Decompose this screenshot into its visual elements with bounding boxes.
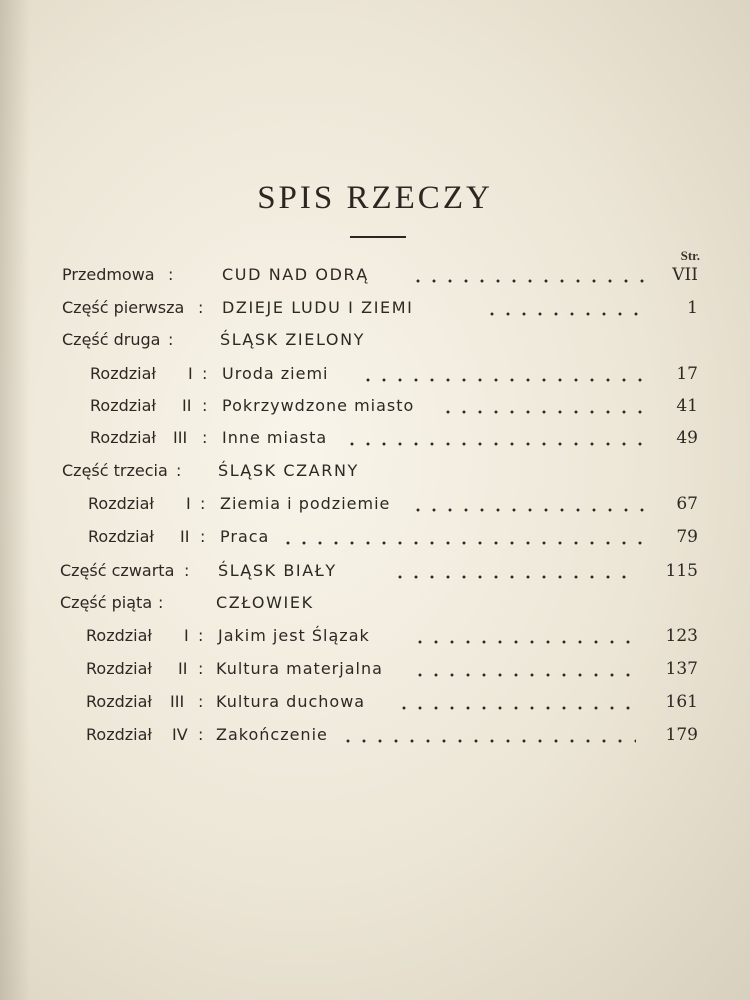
toc-leader-dots [412,673,636,677]
toc-entry-chapter[interactable] [0,396,750,426]
toc-colon: : [168,330,174,349]
toc-chapter-label: Rozdział [90,428,156,447]
toc-title: Kultura materjalna [216,659,383,678]
toc-title: Praca [220,527,270,546]
toc-leader-dots [360,378,648,382]
toc-colon: : [202,396,208,415]
toc-title: Zakończenie [216,725,328,744]
toc-page-number: 79 [676,527,698,547]
toc-leader-dots [410,279,646,283]
toc-leader-dots [484,312,646,316]
toc-chapter-label: Rozdział [88,494,154,513]
toc-colon: : [158,593,164,612]
toc-colon: : [168,265,174,284]
toc-leader-dots [392,575,630,579]
toc-part-label: Część piąta [60,593,153,612]
toc-page-number: 137 [665,659,698,679]
toc-colon: : [198,298,204,317]
toc-colon: : [200,494,206,513]
toc-entry-czesc-pierwsza[interactable] [0,298,750,328]
toc-title: CZŁOWIEK [216,593,314,612]
toc-title: Jakim jest Ślązak [218,626,370,645]
toc-page-number: 161 [665,692,698,712]
toc-leader-dots [412,640,636,644]
page-title: SPIS RZECZY [257,180,493,216]
toc-chapter-label: Rozdział [86,626,152,645]
toc-chapter-numeral: II [180,527,190,546]
toc-entry-przedmowa[interactable] [0,265,750,295]
toc-entry-czesc-druga[interactable] [0,330,750,360]
toc-leader-dots [440,410,648,414]
toc-page-number: 17 [676,364,698,384]
toc-title: DZIEJE LUDU I ZIEMI [222,298,414,317]
toc-page-number: 123 [665,626,698,646]
toc-entry-czesc-czwarta[interactable] [0,561,750,591]
toc-leader-dots [340,739,636,743]
toc-entry-chapter[interactable] [0,364,750,394]
toc-chapter-label: Rozdział [90,364,156,383]
toc-entry-chapter[interactable] [0,725,750,755]
toc-page-number: VII [672,265,698,285]
toc-title: Pokrzywdzone miasto [222,396,415,415]
toc-part-label: Przedmowa [62,265,155,284]
toc-title: CUD NAD ODRĄ [222,265,369,284]
toc-entry-chapter[interactable] [0,494,750,524]
toc-chapter-numeral: IV [172,725,188,744]
toc-colon: : [200,527,206,546]
toc-page-number: 41 [676,396,698,416]
toc-leader-dots [344,442,648,446]
toc-part-label: Część trzecia [62,461,168,480]
toc-entry-chapter[interactable] [0,527,750,557]
toc-title: ŚLĄSK CZARNY [218,461,359,480]
toc-chapter-label: Rozdział [88,527,154,546]
toc-chapter-label: Rozdział [86,725,152,744]
toc-chapter-numeral: II [182,396,192,415]
toc-colon: : [198,626,204,645]
toc-entry-czesc-trzecia[interactable] [0,461,750,491]
toc-colon: : [198,725,204,744]
page-column-label: Str. [680,248,700,263]
toc-page-number: 1 [687,298,698,318]
toc-title: Ziemia i podziemie [220,494,391,513]
toc-chapter-label: Rozdział [86,692,152,711]
toc-leader-dots [280,541,648,545]
toc-leader-dots [396,706,636,710]
toc-entry-chapter[interactable] [0,626,750,656]
toc-chapter-numeral: I [186,494,191,513]
toc-entry-chapter[interactable] [0,428,750,458]
toc-chapter-label: Rozdział [86,659,152,678]
toc-entry-chapter[interactable] [0,692,750,722]
toc-leader-dots [410,508,648,512]
toc-title: Inne miasta [222,428,328,447]
toc-page-number: 179 [665,725,698,745]
toc-colon: : [198,659,204,678]
toc-entry-chapter[interactable] [0,659,750,689]
toc-part-label: Część czwarta [60,561,175,580]
toc-colon: : [176,461,182,480]
toc-title: Uroda ziemi [222,364,329,383]
toc-title: ŚLĄSK ZIELONY [220,330,366,349]
toc-page-number: 67 [676,494,698,514]
toc-page-number: 49 [676,428,698,448]
toc-title: ŚLĄSK BIAŁY [218,561,337,580]
toc-colon: : [198,692,204,711]
toc-chapter-numeral: III [170,692,185,711]
toc-chapter-label: Rozdział [90,396,156,415]
toc-part-label: Część druga [62,330,161,349]
toc-chapter-numeral: III [173,428,188,447]
toc-entry-czesc-piata[interactable] [0,593,750,623]
toc-chapter-numeral: I [188,364,193,383]
toc-title: Kultura duchowa [216,692,366,711]
toc-chapter-numeral: I [184,626,189,645]
toc-colon: : [202,428,208,447]
toc-page-number: 115 [665,561,698,581]
toc-chapter-numeral: II [178,659,188,678]
toc-colon: : [184,561,190,580]
toc-colon: : [202,364,208,383]
toc-part-label: Część pierwsza [62,298,185,317]
